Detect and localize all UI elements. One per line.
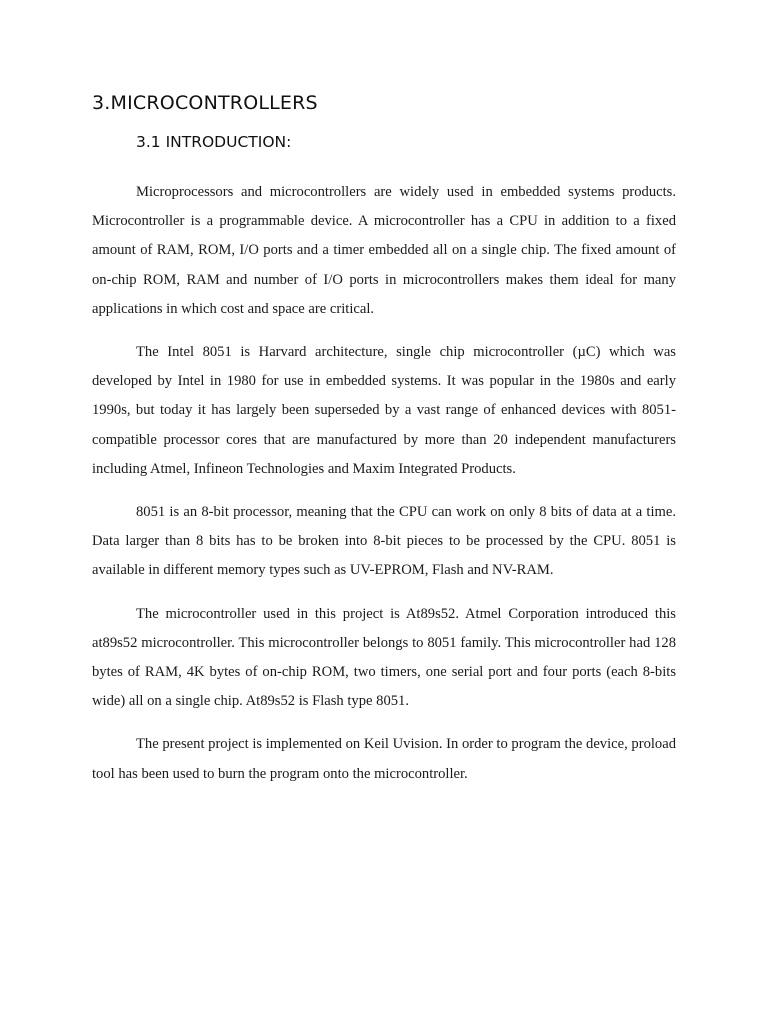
chapter-title: 3.MICROCONTROLLERS <box>92 92 318 114</box>
paragraph-keil-uvision: The present project is implemented on Keil Uvision. In order to program the device, proload tool has been used to burn the program onto the microcontroller. <box>92 736 676 782</box>
paragraph-8-bit-processor: 8051 is an 8-bit processor, meaning that the CPU can work on only 8 bits of data at a time. Data larger than 8 bits has to be broken into 8-bit pieces to be processed by the CPU. 8051 is available in different memory types such as UV-EPROM, Flash and NV-RAM. <box>92 504 676 579</box>
paragraph-at89s52: The microcontroller used in this project is At89s52. Atmel Corporation introduced this at89s52 microcontroller. This microcontroller belongs to 8051 family. This microcontroller had 128 bytes of RAM, 4K bytes of on-chip ROM, two timers, one serial port and four ports (each 8-bits wide) all on a single chip. At89s52 is Flash type 8051. <box>92 605 676 710</box>
section-title: 3.1 INTRODUCTION: <box>136 133 292 151</box>
body-text <box>92 178 676 789</box>
paragraph-intro: Microprocessors and microcontrollers are widely used in embedded systems products. Microcontroller is a programmable device. A microcontroller has a CPU in addition to a fixed amount of RAM, ROM, I/O ports and a timer embedded all on a single chip. The fixed amount of on-chip ROM, RAM and number of I/O ports in microcontrollers makes them ideal for many applications in which cost and space are critical. <box>92 184 676 317</box>
paragraph-intel-8051: The Intel 8051 is Harvard architecture, single chip microcontroller (µC) which was developed by Intel in 1980 for use in embedded systems. It was popular in the 1980s and early 1990s, but today it has largely been superseded by a vast range of enhanced devices with 8051-compatible processor cores that are manufactured by more than 20 independent manufacturers including Atmel, Infineon Technologies and Maxim Integrated Products. <box>92 344 676 477</box>
